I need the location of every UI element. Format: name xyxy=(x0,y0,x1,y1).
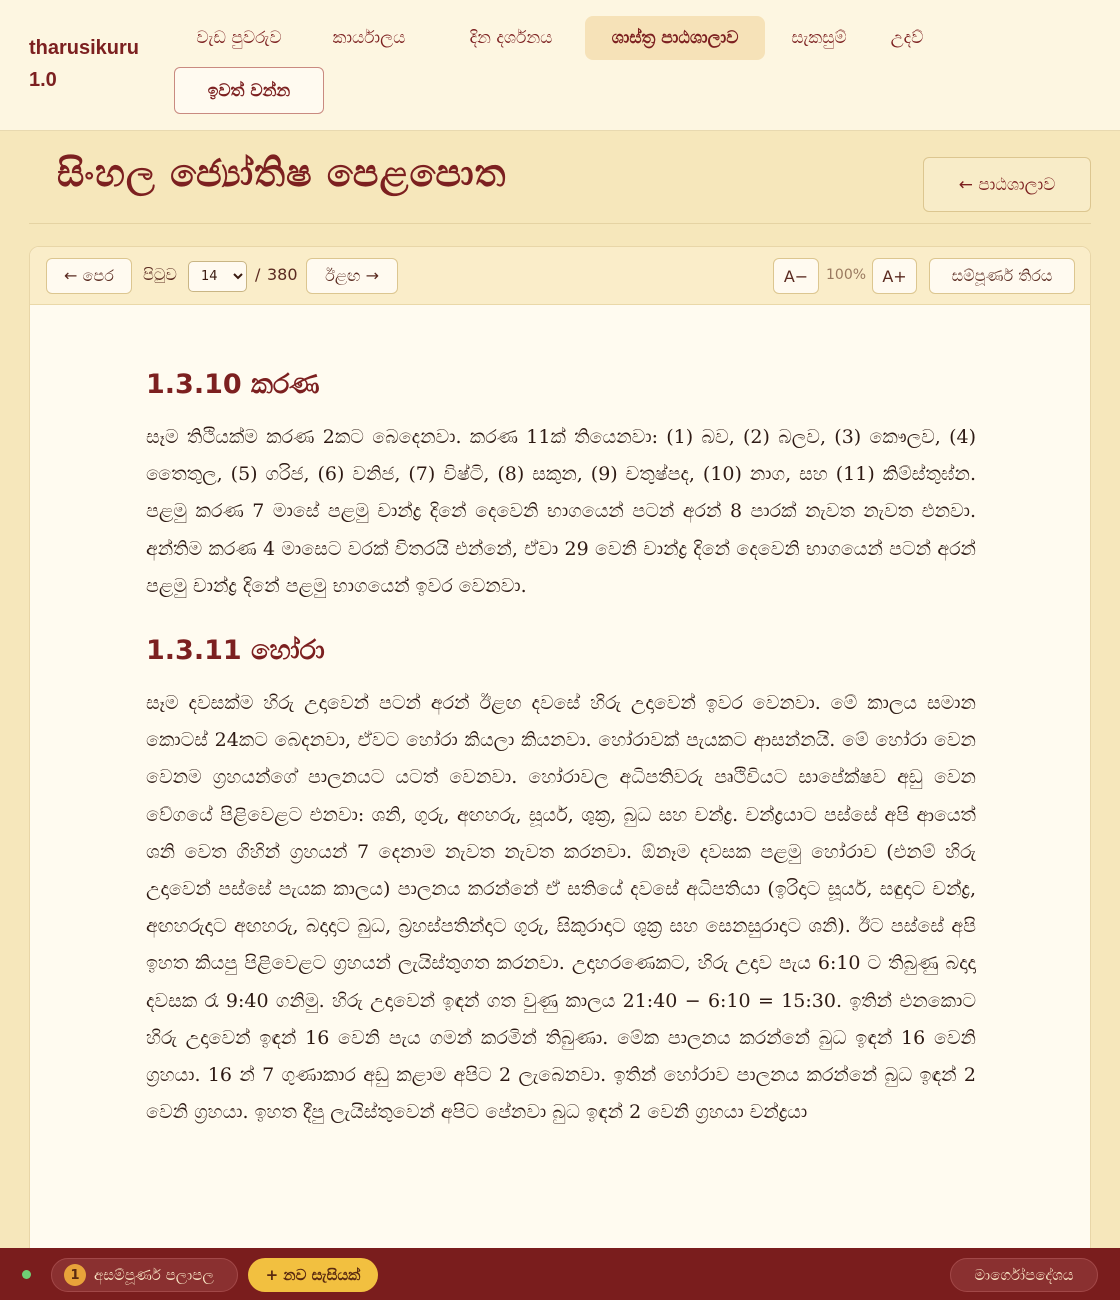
logout-button[interactable]: ඉවත් වන්න xyxy=(174,67,324,114)
prev-page-button[interactable]: ← පෙර xyxy=(46,258,132,294)
zoom-in-button[interactable]: A+ xyxy=(872,258,917,294)
book-page-content xyxy=(146,365,976,1131)
guide-button[interactable]: මාර්ගෝපදේශය xyxy=(950,1258,1098,1292)
zoom-out-button[interactable]: A− xyxy=(773,258,819,294)
section-text: සෑම තිථියක්ම කරණ 2කට බෙදෙනවා. කරණ 11ක් තියෙනවා: (1) බව, (2) බලව, (3) කෞලව, (4) තෛතුල, (5) ගරිජ, (6) වනිජ, (7) විෂ්ටි, (8) සකුන, (9) චතුෂ්පද, (10) නාග, සහ (11) කිම්ස්තුඝ්න. පළමු කරණ 7 මාසේ පළමු චාන්ද්‍ර දිනේ දෙවෙනි භාගයෙන් පටන් අරන් 8 පාරක් නැවත නැවත එනවා. අන්තිම කරණ 4 මාසෙට වරක් විතරයි එන්නේ, ඒවා 29 වෙනි චාන්ද්‍ර දිනේ දෙවෙනි භාගයෙන් පටන් අරන් පළමු චාන්ද්‍ර දිනේ පළමු භාගයෙන් ඉවර වෙනවා. xyxy=(146,426,976,597)
nav-item-label: කාර්යාලය xyxy=(332,28,406,48)
reader-toolbar xyxy=(30,247,1090,305)
section-text: සෑම දවසක්ම හිරු උදාවෙන් පටන් අරන් ඊළඟ දවසේ හිරු උදාවෙන් ඉවර වෙනවා. මේ කාලය සමාන කොටස් 24කට බෙදනවා, ඒවට හෝරා කියලා කියනවා. හෝරාවක් පැයකට ආසන්නයි. මේ හෝරා වෙන වෙනම ග්‍රහයන්ගේ පාලනයට යටත් වෙනවා. හෝරාවල අධිපතිවරු පෘථිවියට සාපේක්ෂව අඩු වෙන වේගයේ පිළිවෙළට එනවා: ශනි, ගුරු, අඟහරු, සූර්ය, ශුක්‍ර, බුධ සහ චන්ද්‍ර. චන්ද්‍රයාට පස්සේ අපි ආයෙත් ශනි වෙත ගිහින් ග්‍රහයන් 7 දෙනාම නැවත නැවත කරනවා. ඕනෑම දවසක පළමු හෝරාව (එනම් හිරු උදාවෙන් පස්සේ පැයක කාලය) පාලනය කරන්නේ ඒ සතියේ දවසේ අධිපතියා (ඉරිදාට සූර්ය, සඳුදාට චන්ද්‍ර, අඟහරුදාට අඟහරු, බදාදාට බුධ, බ්‍රහස්පතින්දාට ගුරු, සිකුරාදාට ශුක්‍ර සහ සෙනසුරාදාට ශනි). ඊට පස්සේ අපි ඉහත කියපු පිළිවෙළට ග්‍රහයන් ලැයිස්තුගත කරනවා. උදාහරණෙකට, හිරු උදාව පැය 6:10 ට තිබුණු බදාදා දවසක රෑ 9:40 ගනිමු. හිරු උදාවෙන් ඉඳන් ගත වුණු කාලය 21:40 − 6:10 = 15:30. ඉතින් එනකොට හිරු උදාවෙන් ඉඳන් 16 වෙනි පැය ගමන් කරමින් තිබුණා. මේක පාලනය කරන්නේ බුධ ඉඳන් 16 වෙනි ග්‍රහයා. 16 න් 7 ගුණාකාර අඩු කළාම අපිට 2 ලැබෙනවා. ඉතින් හෝරාව පාලනය කරන්නේ බුධ ඉඳන් 2 වෙනි ග්‍රහයා. ඉහත දීපු ලැයිස්තුවෙන් අපිට පේනවා බුධ ඉඳන් 2 වෙනි ග්‍රහයා චන්ද්‍රයා xyxy=(146,692,976,1124)
page-label: පිටුව xyxy=(143,265,177,284)
bottom-status-bar xyxy=(0,1248,1120,1300)
app-brand[interactable] xyxy=(29,32,149,96)
page-separator: / xyxy=(255,265,261,284)
app-name: tharusikuru 1.0 xyxy=(29,37,140,91)
next-page-button[interactable]: ඊළඟ → xyxy=(306,258,398,294)
page-title: සිංහල ජ්‍යෝතිෂ පෙළපොත xyxy=(57,150,507,195)
nav-item-label: උදව් xyxy=(890,28,924,48)
incomplete-readings-label: අසම්පූර්ණ පලාපල xyxy=(94,1266,214,1284)
incomplete-readings-button[interactable] xyxy=(51,1258,238,1292)
nav-item-label: සැකසුම් xyxy=(791,28,847,48)
top-navigation xyxy=(0,0,1120,131)
connection-status-icon xyxy=(22,1270,31,1279)
nav-item-office[interactable] xyxy=(312,16,426,60)
back-to-academy-button[interactable]: ← පාඨශාලාව xyxy=(923,157,1091,212)
nav-item-label: දින දර්ශනය xyxy=(469,28,553,48)
nav-item-academy[interactable] xyxy=(585,16,765,60)
nav-item-label: වැඩ පුවරුව xyxy=(196,28,282,48)
new-session-button[interactable]: + නව සැසියක් xyxy=(248,1258,378,1292)
title-divider xyxy=(29,223,1091,224)
nav-item-dashboard[interactable] xyxy=(174,16,304,60)
nav-item-calendar[interactable] xyxy=(444,16,578,60)
book-reader xyxy=(29,246,1091,1300)
page-select[interactable] xyxy=(188,261,247,292)
fullscreen-button[interactable]: සම්පූර්ණ තිරය xyxy=(929,258,1075,294)
nav-item-help[interactable] xyxy=(875,16,939,60)
incomplete-count-badge: 1 xyxy=(64,1264,86,1286)
section-heading: 1.3.11 හෝරා xyxy=(146,635,325,667)
nav-item-label: ශාස්ත්‍ර පාඨශාලාව xyxy=(611,28,739,48)
zoom-level: 100% xyxy=(826,267,867,283)
total-pages: 380 xyxy=(267,265,298,284)
section-heading: 1.3.10 කරණ xyxy=(146,369,320,400)
nav-item-settings[interactable] xyxy=(773,16,865,60)
